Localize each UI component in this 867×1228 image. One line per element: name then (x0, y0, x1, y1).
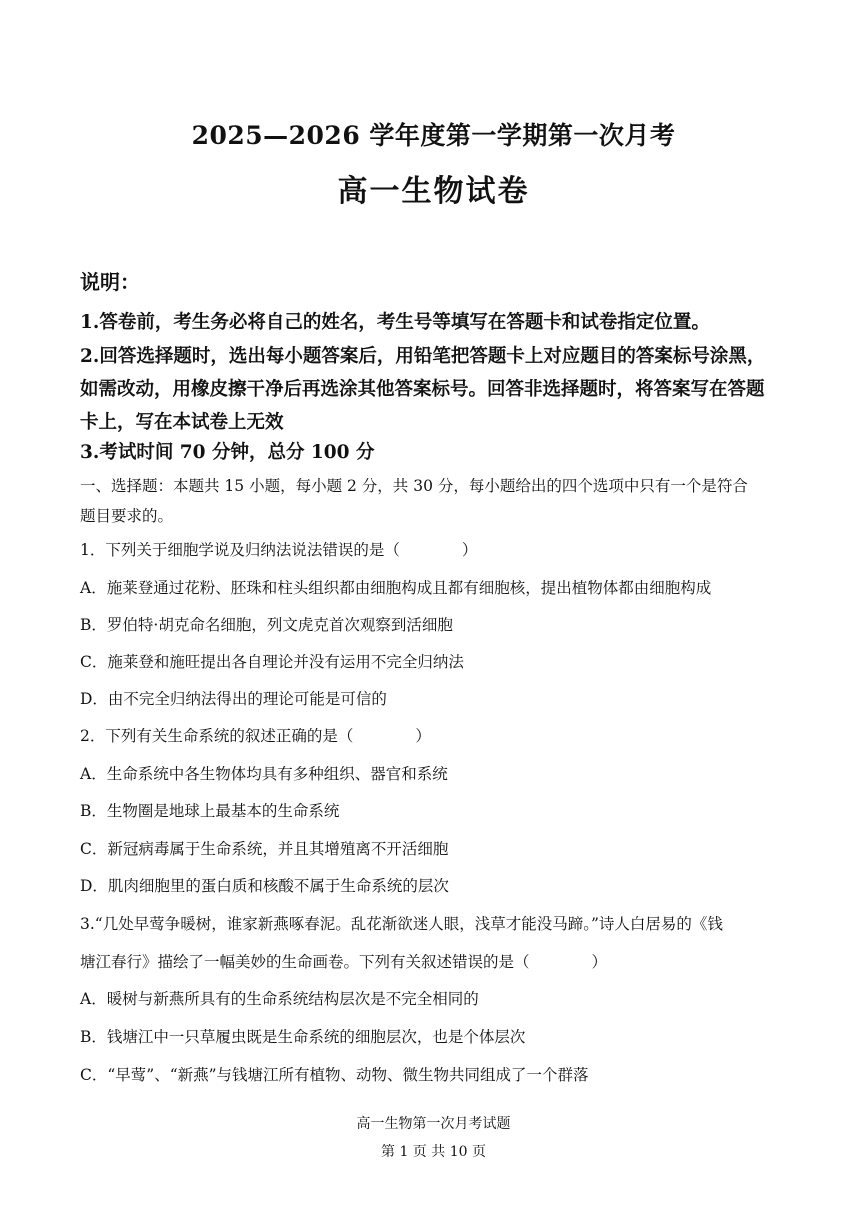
question-3-option-a: A．暖树与新燕所具有的生命系统结构层次是不完全相同的 (80, 990, 479, 1008)
question-1-stem: 1．下列关于细胞学说及归纳法说法错误的是（ ） (80, 541, 478, 559)
question-2-option-c: C．新冠病毒属于生命系统，并且其增殖离不开活细胞 (80, 840, 449, 858)
question-2-option-b: B．生物圈是地球上最基本的生命系统 (80, 802, 340, 820)
instruction-item-3: 3.考试时间 70 分钟，总分 100 分 (80, 442, 375, 463)
instructions-heading: 说明： (80, 270, 140, 294)
question-2-option-a: A．生命系统中各生物体均具有多种组织、器官和系统 (80, 765, 448, 783)
footer-page-number: 第 1 页 共 10 页 (381, 1144, 486, 1160)
question-1-option-c: C．施莱登和施旺提出各自理论并没有运用不完全归纳法 (80, 653, 464, 671)
question-3-stem-line-2: 塘江春行》描绘了一幅美妙的生命画卷。下列有关叙述错误的是（ ） (80, 953, 608, 971)
question-3-option-b: B．钱塘江中一只草履虫既是生命系统的细胞层次，也是个体层次 (80, 1028, 526, 1046)
exam-title: 2025—2026 学年度第一学期第一次月考 (191, 121, 676, 150)
section-instruction-line-1: 一、选择题：本题共 15 小题，每小题 2 分，共 30 分，每小题给出的四个选项中只有一个是符合 (80, 477, 748, 495)
instruction-item-1: 1.答卷前，考生务必将自己的姓名，考生号等填写在答题卡和试卷指定位置。 (80, 312, 710, 333)
footer-subject: 高一生物第一次月考试题 (356, 1116, 511, 1132)
question-2-option-d: D．肌肉细胞里的蛋白质和核酸不属于生命系统的层次 (80, 877, 449, 895)
question-1-option-a: A．施莱登通过花粉、胚珠和柱头组织都由细胞构成且都有细胞核，提出植物体都由细胞构成 (80, 579, 712, 597)
section-instruction-line-2: 题目要求的。 (80, 507, 174, 525)
question-3-option-c: C．“早莺”、“新燕”与钱塘江所有植物、动物、微生物共同组成了一个群落 (80, 1066, 589, 1084)
question-1-option-d: D．由不完全归纳法得出的理论可能是可信的 (80, 690, 387, 708)
question-2-stem: 2．下列有关生命系统的叙述正确的是（ ） (80, 727, 431, 745)
instruction-item-2: 2.回答选择题时，选出每小题答案后，用铅笔把答题卡上对应题目的答案标号涂黑，如需改动，用橡皮擦干净后再选涂其他答案标号。回答非选择题时，将答案写在答题卡上，写在本试卷上无效 (80, 346, 766, 433)
exam-subtitle: 高一生物试卷 (337, 174, 530, 209)
question-3-stem-line-1: 3.“几处早莺争暖树，谁家新燕啄春泥。乱花渐欲迷人眼，浅草才能没马蹄。”诗人白居易的《钱 (80, 915, 723, 933)
question-1-option-b: B．罗伯特·胡克命名细胞，列文虎克首次观察到活细胞 (80, 616, 453, 634)
